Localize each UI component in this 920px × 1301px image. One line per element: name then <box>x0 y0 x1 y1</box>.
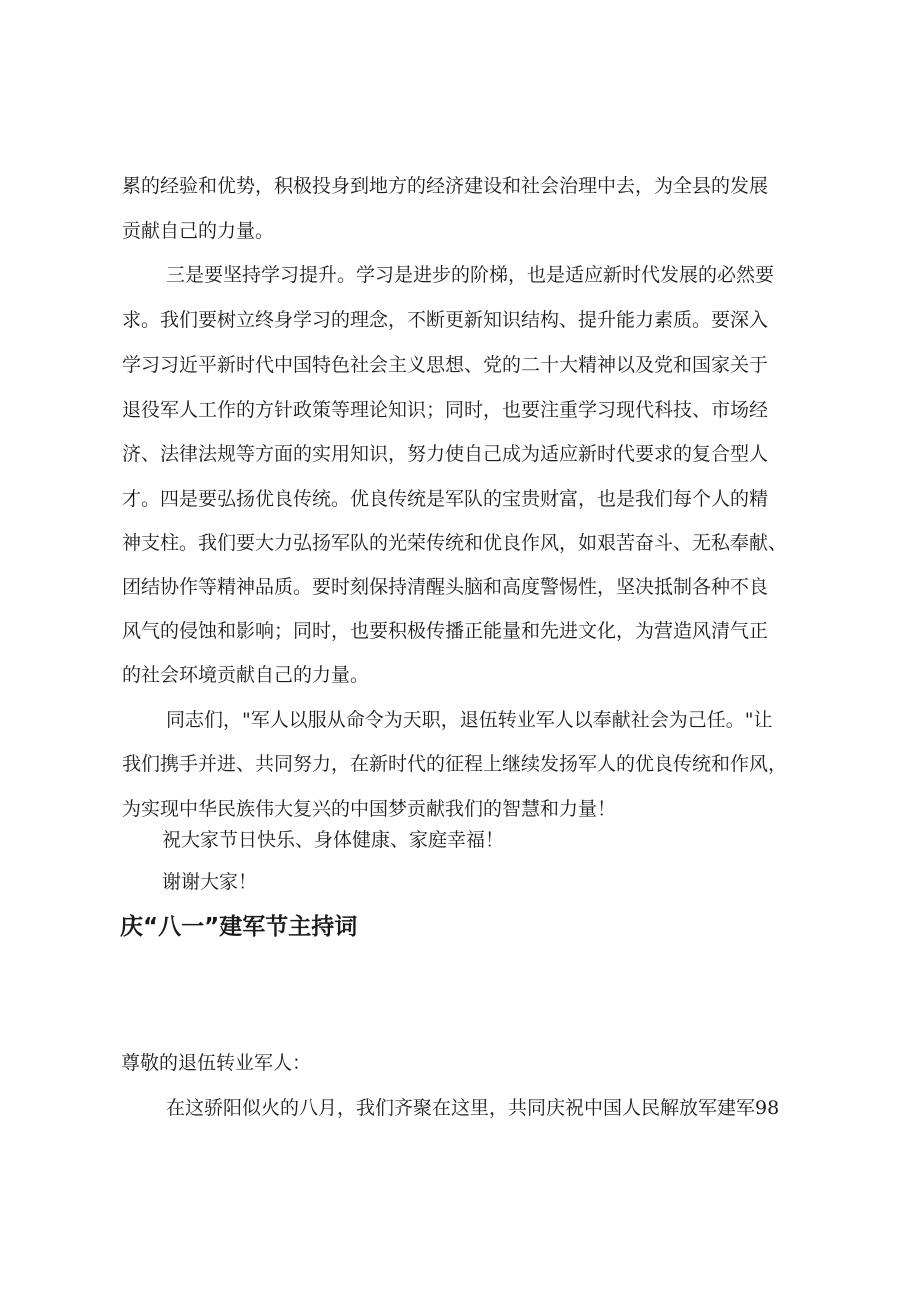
paragraph-line: 求。我们要树立终身学习的理念，不断更新知识结构、提升能力素质。要深入 <box>122 309 769 331</box>
paragraph-line: 祝大家节日快乐、身体健康、家庭幸福！ <box>162 829 505 851</box>
paragraph-line: 三是要坚持学习提升。学习是进步的阶梯，也是适应新时代发展的必然要 <box>166 264 775 286</box>
paragraph-line: 学习习近平新时代中国特色社会主义思想、党的二十大精神以及党和国家关于 <box>122 354 769 376</box>
paragraph-line: 在这骄阳似火的八月，我们齐聚在这里，共同庆祝中国人民解放军建军98 <box>166 1097 780 1119</box>
paragraph-line: 谢谢大家！ <box>162 871 258 893</box>
paragraph-line: 神支柱。我们要大力弘扬军队的光荣传统和优良作风，如艰苦奋斗、无私奉献、 <box>122 532 788 554</box>
paragraph-line: 风气的侵蚀和影响；同时，也要积极传播正能量和先进文化，为营造风清气正 <box>122 620 769 642</box>
paragraph-line: 贡献自己的力量。 <box>122 220 275 242</box>
paragraph-line: 同志们，"军人以服从命令为天职，退伍转业军人以奉献社会为己任。"让 <box>166 709 773 731</box>
paragraph-line: 累的经验和优势，积极投身到地方的经济建设和社会治理中去，为全县的发展 <box>122 175 769 197</box>
paragraph-line: 为实现中华民族伟大复兴的中国梦贡献我们的智慧和力量！ <box>122 798 617 820</box>
paragraph-line: 退役军人工作的方针政策等理论知识；同时，也要注重学习现代科技、市场经 <box>122 399 769 421</box>
paragraph-line: 我们携手并进、共同努力，在新时代的征程上继续发扬军人的优良传统和作风， <box>122 753 788 775</box>
paragraph-line: 团结协作等精神品质。要时刻保持清醒头脑和高度警惕性，坚决抵制各种不良 <box>122 576 769 598</box>
paragraph-line: 才。四是要弘扬优良传统。优良传统是军队的宝贵财富，也是我们每个人的精 <box>122 488 769 510</box>
paragraph-line: 济、法律法规等方面的实用知识，努力使自己成为适应新时代要求的复合型人 <box>122 443 769 465</box>
salutation: 尊敬的退伍转业军人： <box>121 1052 312 1074</box>
section-heading: 庆“八一”建军节主持词 <box>120 914 358 940</box>
paragraph-line: 的社会环境贡献自己的力量。 <box>122 664 370 686</box>
